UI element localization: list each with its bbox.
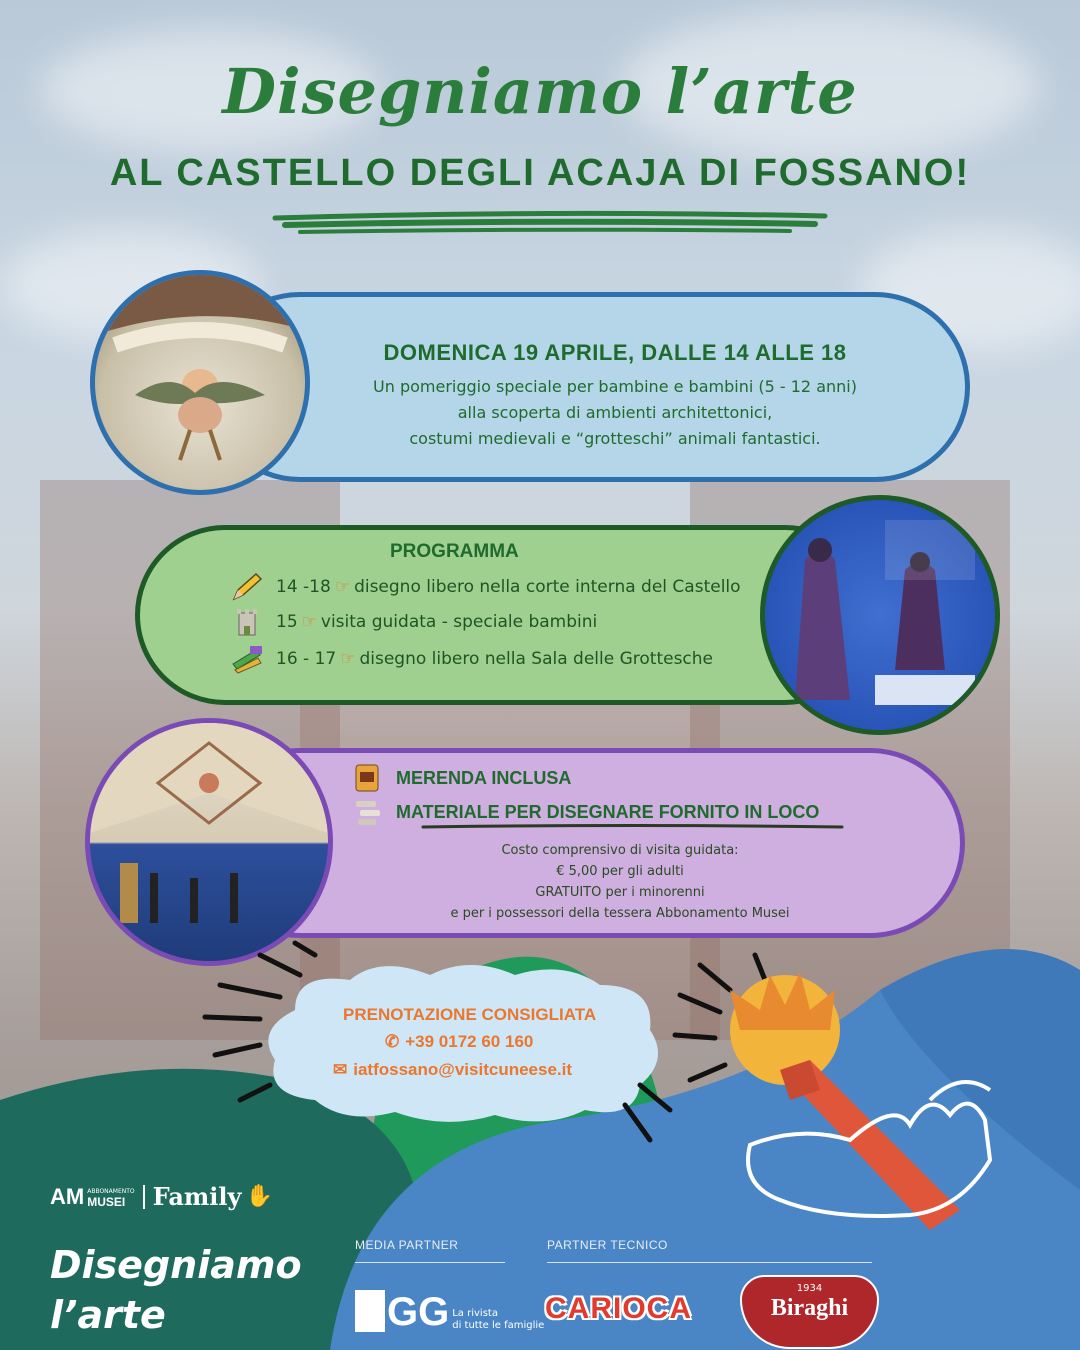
mail-icon: ✉: [333, 1060, 348, 1079]
snack-bag-icon: [350, 763, 384, 793]
am-logo-mark: AM: [50, 1183, 85, 1209]
materiale-text: MATERIALE PER DISEGNARE FORNITO IN LOCO: [396, 801, 820, 822]
booking-phone[interactable]: +39 0172 60 160: [405, 1032, 534, 1051]
gg-logo-text: GG: [387, 1290, 450, 1334]
brush-underline: [270, 208, 830, 238]
merenda-text: MERENDA INCLUSA: [396, 767, 572, 788]
booking-title: PRENOTAZIONE CONSIGLIATA: [343, 1005, 597, 1024]
programma-title: PROGRAMMA: [390, 541, 519, 562]
carioca-logo: CARIOCA: [545, 1292, 692, 1325]
castle-icon: [230, 607, 264, 637]
programma-item: [230, 572, 741, 602]
biraghi-logo: [740, 1275, 879, 1349]
gg-tagline: di tutte le famiglie: [452, 1320, 545, 1331]
programma-time: 16 - 17: [276, 649, 337, 669]
programma-text: disegno libero nella corte interna del Castello: [354, 577, 741, 597]
cost-line: € 5,00 per gli adulti: [556, 864, 684, 879]
crayons-icon: [230, 644, 264, 674]
abbonamento-musei-family-logo: [50, 1182, 273, 1211]
burst-lines: [200, 935, 720, 1155]
technical-partner-label: PARTNER TECNICO: [547, 1238, 668, 1252]
divider: [547, 1262, 872, 1263]
brush-divider: [420, 822, 845, 832]
hand-logo-icon: ✋: [245, 1184, 273, 1209]
media-partner-label: MEDIA PARTNER: [355, 1238, 459, 1252]
paintbrush-hand-illustration: [660, 950, 1080, 1230]
biraghi-text: Biraghi: [770, 1295, 849, 1321]
merenda-line: [350, 763, 571, 793]
sala-grottesche-image: [85, 718, 333, 966]
phone-icon: ✆: [385, 1032, 400, 1051]
pointing-hand-icon: ☞: [334, 577, 351, 597]
pencil-icon: [230, 572, 264, 602]
event-desc-line: Un pomeriggio speciale per bambine e bambini (5 - 12 anni): [373, 377, 857, 396]
logo-line: l’arte: [50, 1293, 166, 1337]
cost-line: e per i possessori della tessera Abbonamento Musei: [450, 906, 790, 921]
event-desc-line: costumi medievali e “grotteschi” animali fantastici.: [409, 429, 821, 448]
fresco-harpy-image: [90, 270, 310, 495]
programma-text: disegno libero nella Sala delle Grottesche: [359, 649, 714, 669]
brand-musei: MUSEI: [87, 1194, 126, 1209]
title-subtitle: AL CASTELLO DEGLI ACAJA DI FOSSANO!: [109, 152, 971, 194]
programma-item: [230, 644, 713, 674]
pointing-hand-icon: ☞: [340, 649, 356, 669]
programma-item: [230, 607, 597, 637]
programma-time: 15: [276, 612, 298, 632]
gg-tagline: La rivista: [452, 1308, 498, 1319]
title-script: Disegniamo l’arte: [222, 55, 858, 128]
cost-line: GRATUITO per i minorenni: [535, 885, 705, 900]
event-description: [300, 374, 930, 452]
gg-magazine-logo: [355, 1290, 544, 1332]
programma-text: visita guidata - speciale bambini: [320, 612, 598, 632]
biraghi-year: 1934: [796, 1283, 823, 1294]
cost-line: Costo comprensivo di visita guidata:: [501, 843, 739, 858]
event-date: DOMENICA 19 APRILE, DALLE 14 ALLE 18: [383, 340, 847, 365]
pointing-hand-icon: ☞: [301, 612, 317, 632]
drawing-supplies-icon: [350, 797, 384, 827]
event-desc-line: alla scoperta di ambienti architettonici,: [457, 403, 773, 422]
brand-small: ABBONAMENTO: [87, 1187, 135, 1195]
logo-line: Disegniamo: [50, 1243, 302, 1287]
brand-family: Family: [152, 1182, 242, 1211]
divider: [355, 1262, 505, 1263]
cost-info: [430, 840, 810, 924]
programma-time: 14 -18: [276, 577, 331, 597]
disegniamo-arte-logo: [50, 1240, 302, 1340]
booking-email[interactable]: iatfossano@visitcuneese.it: [353, 1060, 573, 1079]
medieval-costumes-image: [760, 495, 1000, 735]
